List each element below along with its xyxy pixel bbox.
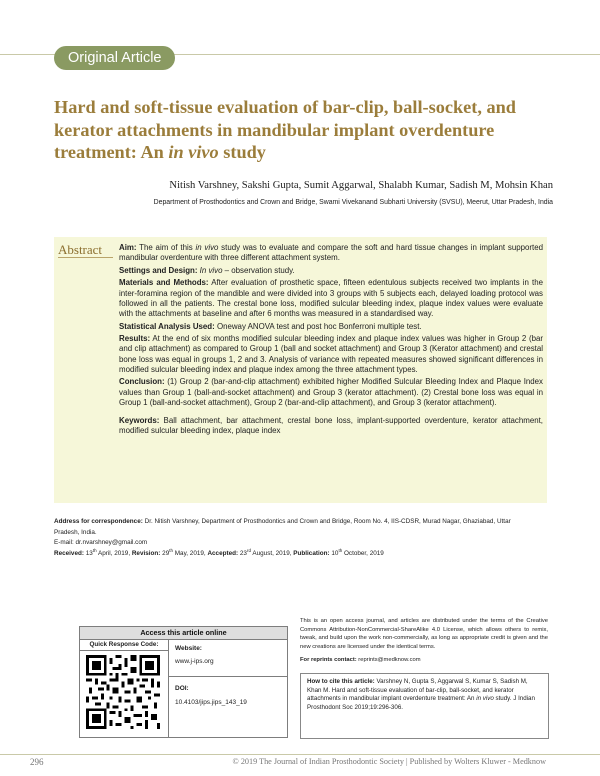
publication-day: 10 xyxy=(329,549,339,557)
citation-italic: in vivo xyxy=(476,695,494,703)
aim-italic: in vivo xyxy=(195,243,219,252)
abstract-stats xyxy=(119,322,543,332)
publication-label: Publication: xyxy=(293,549,330,557)
access-divider xyxy=(80,650,168,651)
settings-label: Settings and Design: xyxy=(119,265,198,275)
article-type-tag: Original Article xyxy=(54,46,175,70)
aim-label: Aim: xyxy=(119,243,137,252)
title-main: Hard and soft-tissue evaluation of bar-clip, ball-socket, and kerator attachments in mandibular implant overdenture treatment: An xyxy=(54,97,516,162)
stats-label: Statistical Analysis Used: xyxy=(119,321,215,331)
access-header: Access this article online xyxy=(80,627,287,639)
website-label: Website: xyxy=(175,645,202,652)
received-sup: th xyxy=(92,547,97,553)
aim-text: The aim of this xyxy=(136,243,196,252)
citation-label: How to cite this article: xyxy=(307,678,375,685)
accepted-day: 23 xyxy=(238,549,247,557)
access-divider xyxy=(168,639,169,737)
conclusion-text: (1) Group 2 (bar-and-clip attachment) exhibited higher Modified Sulcular Bleeding Index and Plaque Index values than Group 1 (ball-and-socket attachment) and Group 3 (kerator attachment). (2) Crestal bone loss was equal in Group 1 (ball-and-socket attachment), Group 2 (bar-and-clip attachment), and Group 3 (kerator attachment). xyxy=(119,377,543,407)
received-rest: April, 2019, xyxy=(96,549,132,557)
revision-rest: May, 2019, xyxy=(173,549,208,557)
results-label: Results: xyxy=(119,334,151,344)
footer-rule xyxy=(0,754,600,755)
settings-italic: In vivo xyxy=(197,265,223,275)
website-link[interactable]: www.j-ips.org xyxy=(175,658,214,665)
article-dates xyxy=(54,549,534,560)
title-end: study xyxy=(218,142,266,162)
citation-body: Varshney N, Gupta S, Aggarwal S, Kumar S, Sadish M, Khan M. Hard and soft-tissue evaluation of bar-clip, ball-socket, and kerator attachments in mandibular implant overdenture treatment: An xyxy=(307,678,528,703)
abstract-settings xyxy=(119,266,543,276)
accepted-rest: August, 2019, xyxy=(250,549,294,557)
access-divider xyxy=(169,676,287,677)
correspondence-email: E-mail: dr.nvarshney@gmail.com xyxy=(54,539,148,547)
reprints-contact xyxy=(300,657,421,663)
title-italic: in vivo xyxy=(168,142,219,162)
reprints-email[interactable]: reprints@medknow.com xyxy=(356,657,421,663)
abstract-methods xyxy=(119,278,543,319)
abstract-results xyxy=(119,334,543,375)
citation-text xyxy=(307,678,541,712)
received-day: 13 xyxy=(83,549,93,557)
license-text: This is an open access journal, and articles are distributed under the terms of the Creative Commons Attribution-NonCommercial-ShareAlike 4.0 License, which allows others to remix, tweak, and build upon the work non-commercially, as long as appropriate credit is given and the new creations are licensed under the identical terms. xyxy=(300,618,548,650)
keywords-text: Ball attachment, bar attachment, crestal bone loss, implant-supported overdenture, kerator attachment, modified sulcular bleeding index, plaque index xyxy=(119,415,543,435)
abstract-conclusion xyxy=(119,377,543,407)
author-list: Nitish Varshney, Sakshi Gupta, Sumit Aggarwal, Shalabh Kumar, Sadish M, Mohsin Khan xyxy=(169,180,553,191)
article-title xyxy=(54,96,564,164)
correspondence-text: Dr. Nitish Varshney, Department of Prosthodontics and Crown and Bridge, Room No. 4, IIS-CDSR, Murad Nagar, Ghaziabad, Uttar Pradesh, India. xyxy=(54,518,511,536)
revision-sup: th xyxy=(169,547,173,553)
page-number: 296 xyxy=(30,757,44,767)
doi-link[interactable]: 10.4103/jips.jips_143_19 xyxy=(175,699,247,706)
citation-end: study. J Indian Prosthodont Soc 2019;19:296-306. xyxy=(307,695,535,711)
keywords-label: Keywords: xyxy=(119,415,160,425)
qr-code-icon xyxy=(86,655,160,729)
revision-day: 29 xyxy=(160,549,170,557)
results-text: At the end of six months modified sulcular bleeding index and plaque index values was higher in Group 2 (bar and clip attachment) as compared to Group 1 (ball and socket attachment) and Group 3 (Kerator attachment) and crestal bone loss was equal in groups 1, 2 and 3. Analysis of variance with repeated measures showed significant differences in modified sulcular bleeding index and plaque index among the three attachment types. xyxy=(119,334,543,374)
settings-text: – observation study. xyxy=(222,265,295,275)
correspondence-label: Address for correspondence: xyxy=(54,518,143,525)
accepted-label: Accepted: xyxy=(207,549,239,557)
publication-rest: October, 2019 xyxy=(342,549,384,557)
revision-label: Revision: xyxy=(131,549,161,557)
methods-text: After evaluation of prosthetic space, fifteen edentulous subjects received two implants in the inter-foramina region of the mandible and were divided into 3 groups with 5 subjects each, delayed loading protocol was followed in all the patients. The crestal bone loss, modified sulcular bleeding index, plaque index values were evaluate with the attachments at baseline and after 6 months was measured in a standardised way. xyxy=(119,278,543,318)
reprints-label: For reprints contact: xyxy=(300,657,357,663)
aim-text-end: study was to evaluate and compare the soft and hard tissue changes in implant supported mandibular overdenture with three different attachment system. xyxy=(119,243,543,263)
correspondence-block xyxy=(54,517,534,559)
methods-label: Materials and Methods: xyxy=(119,278,209,288)
affiliation: Department of Prosthodontics and Crown and Bridge, Swami Vivekanand Subharti University (SVSU), Meerut, Uttar Pradesh, India xyxy=(153,199,553,206)
abstract-aim xyxy=(119,243,543,263)
qr-label: Quick Response Code: xyxy=(89,641,159,648)
correspondence-address xyxy=(54,517,534,538)
abstract-body xyxy=(119,243,543,439)
received-label: Received: xyxy=(54,549,84,557)
accepted-sup: rd xyxy=(246,547,251,553)
stats-text: Oneway ANOVA test and post hoc Bonferroni multiple test. xyxy=(214,321,422,331)
footer-text: © 2019 The Journal of Indian Prosthodontic Society | Published by Wolters Kluwer - Medknow xyxy=(232,757,546,766)
publication-sup: th xyxy=(338,547,343,553)
doi-label: DOI: xyxy=(175,685,189,692)
conclusion-label: Conclusion: xyxy=(119,377,165,387)
abstract-label: Abstract xyxy=(58,242,103,257)
abstract-keywords xyxy=(119,416,543,436)
abstract-label-rule xyxy=(58,257,113,258)
